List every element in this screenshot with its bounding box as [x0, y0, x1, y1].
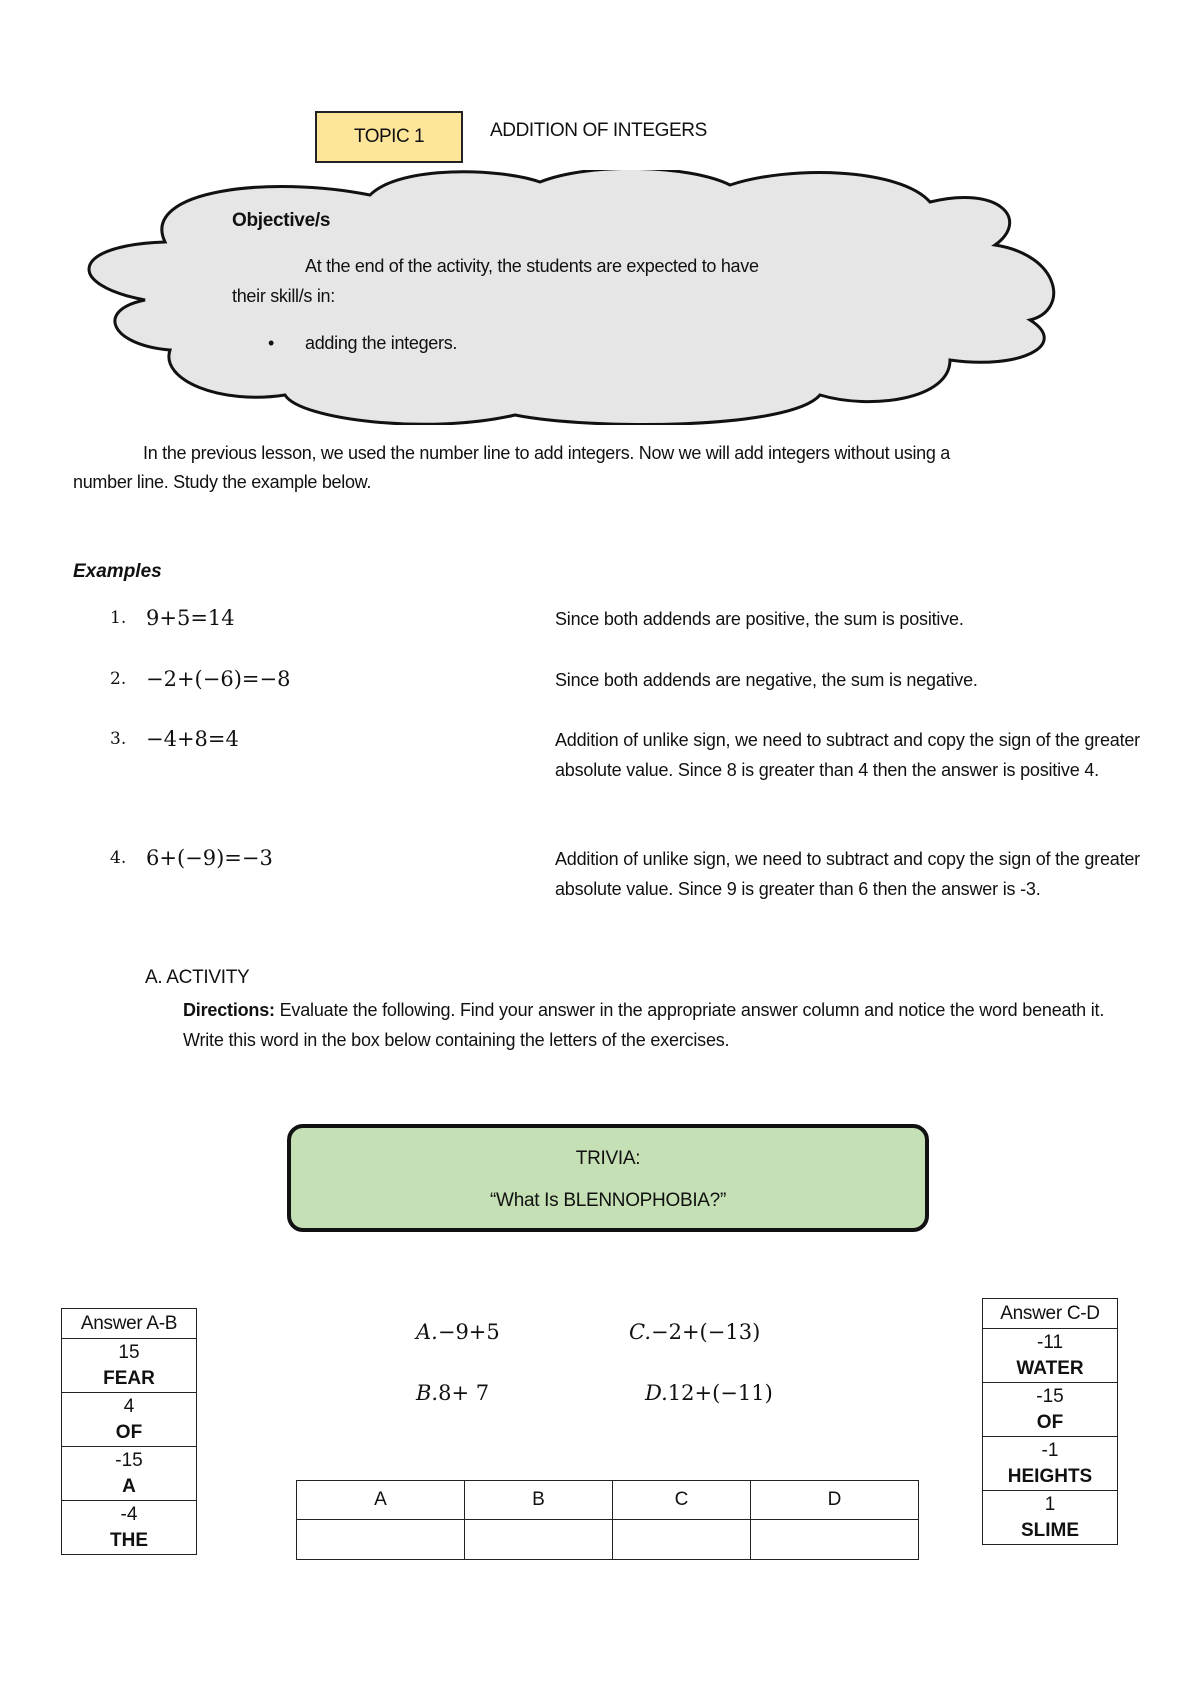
example-equation: 9+5=14	[146, 606, 235, 630]
answer-cell	[983, 1491, 1118, 1545]
objectives-title: Objective/s	[232, 210, 331, 231]
answer-cell	[62, 1393, 197, 1447]
exercise-expression: 8+ 7	[438, 1381, 490, 1405]
answer-cell	[62, 1339, 197, 1393]
answer-value: 4	[123, 1395, 135, 1417]
example-number: 1.	[110, 608, 127, 628]
topic-badge	[315, 111, 463, 163]
exercise-label: B.	[416, 1381, 439, 1405]
answer-word: A	[122, 1475, 136, 1497]
answer-table-a-b	[61, 1308, 197, 1555]
bullet-icon: •	[268, 333, 275, 353]
example-number: 3.	[110, 729, 127, 749]
exercise-b	[416, 1381, 489, 1405]
activity-heading: A. ACTIVITY	[145, 967, 250, 988]
example-number: 2.	[110, 669, 127, 689]
answer-value: -4	[120, 1503, 138, 1525]
answer-value: 15	[118, 1341, 140, 1363]
intro-paragraph-line2: number line. Study the example below.	[73, 472, 372, 492]
activity-directions	[183, 995, 1123, 1055]
exercise-label: D.	[645, 1381, 668, 1405]
answer-box-header-c: C	[613, 1481, 751, 1520]
trivia-question: “What Is BLENNOPHOBIA?”	[490, 1190, 726, 1211]
answer-box-cell-b[interactable]	[465, 1520, 613, 1560]
answer-word: FEAR	[103, 1367, 155, 1389]
trivia-box	[287, 1124, 929, 1232]
answer-box-cell-a[interactable]	[297, 1520, 465, 1560]
examples-heading: Examples	[73, 561, 162, 582]
answer-word: OF	[115, 1421, 143, 1443]
exercise-d	[645, 1381, 773, 1405]
answer-word: OF	[1036, 1411, 1064, 1433]
answer-box-table	[296, 1480, 919, 1560]
answer-value: -1	[1041, 1439, 1059, 1461]
answer-word: SLIME	[1020, 1519, 1080, 1541]
exercise-a	[416, 1320, 500, 1344]
trivia-title: TRIVIA:	[575, 1148, 641, 1169]
answer-value: -15	[115, 1449, 143, 1471]
exercise-label: C.	[629, 1320, 651, 1344]
objectives-cloud-shape	[70, 170, 1085, 425]
answer-cell	[983, 1383, 1118, 1437]
answer-cell	[983, 1437, 1118, 1491]
answer-box-cell-c[interactable]	[613, 1520, 751, 1560]
example-explanation: Addition of unlike sign, we need to subtract and copy the sign of the greater absolute value. Since 8 is greater than 4 then the answer is positive 4.	[555, 730, 1140, 780]
answer-box-header-d: D	[751, 1481, 919, 1520]
answer-value: -15	[1036, 1385, 1064, 1407]
answer-cell	[62, 1501, 197, 1555]
example-explanation: Since both addends are negative, the sum is negative.	[555, 670, 978, 690]
example-equation: 6+(−9)=−3	[146, 846, 273, 870]
example-equation: −4+8=4	[146, 727, 239, 751]
objectives-text-line2: their skill/s in:	[232, 286, 335, 306]
answer-table-header: Answer A-B	[62, 1309, 197, 1339]
directions-label: Directions:	[183, 1000, 275, 1020]
exercise-expression: 12+(−11)	[667, 1381, 773, 1405]
directions-text: Evaluate the following. Find your answer in the appropriate answer column and notice the word beneath it. Write this word in the box below containing the letters of the exercises.	[183, 1000, 1105, 1050]
answer-word: WATER	[1016, 1357, 1084, 1379]
answer-cell	[983, 1329, 1118, 1383]
exercise-label: A.	[416, 1320, 438, 1344]
objective-item: adding the integers.	[305, 333, 458, 353]
example-explanation: Since both addends are positive, the sum is positive.	[555, 609, 964, 629]
topic-label: TOPIC 1	[353, 126, 425, 147]
example-number: 4.	[110, 848, 127, 868]
objectives-text-line1: At the end of the activity, the students are expected to have	[305, 256, 759, 276]
intro-paragraph-line1: In the previous lesson, we used the number line to add integers. Now we will add integers without using a	[143, 443, 950, 463]
example-explanation: Addition of unlike sign, we need to subtract and copy the sign of the greater absolute value. Since 9 is greater than 6 then the answer is -3.	[555, 849, 1140, 899]
exercise-expression: −2+(−13)	[651, 1320, 761, 1344]
answer-value: 1	[1044, 1493, 1056, 1515]
answer-table-c-d	[982, 1298, 1118, 1545]
example-equation: −2+(−6)=−8	[146, 667, 291, 691]
answer-word: THE	[110, 1529, 148, 1551]
answer-box-header-b: B	[465, 1481, 613, 1520]
answer-table-header: Answer C-D	[983, 1299, 1118, 1329]
answer-box-header-a: A	[297, 1481, 465, 1520]
answer-word: HEIGHTS	[1007, 1465, 1093, 1487]
topic-title: ADDITION OF INTEGERS	[490, 120, 707, 141]
answer-value: -11	[1036, 1331, 1064, 1353]
exercise-c	[629, 1320, 760, 1344]
answer-cell	[62, 1447, 197, 1501]
exercise-expression: −9+5	[437, 1320, 500, 1344]
answer-box-cell-d[interactable]	[751, 1520, 919, 1560]
